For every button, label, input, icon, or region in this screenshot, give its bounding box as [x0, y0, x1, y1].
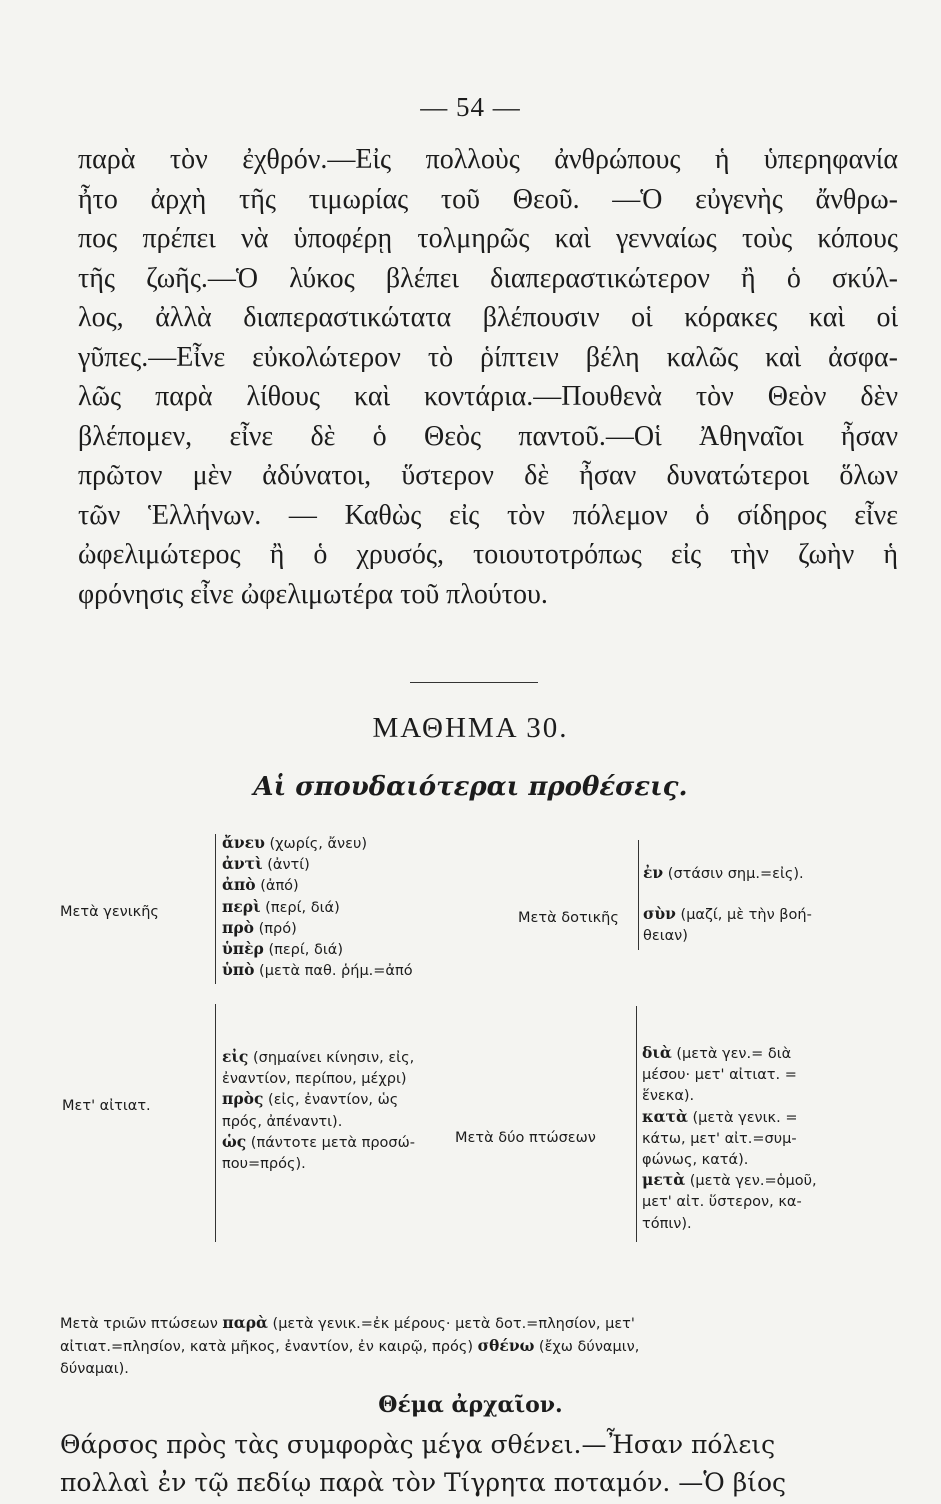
accusative-list: [222, 1046, 415, 1173]
exercise-text: [60, 1424, 902, 1466]
body-line: πρῶτον μὲν ἀδύνατοι, ὕστερον δὲ ἦσαν δυνατώτεροι ὅλων: [78, 460, 898, 491]
accusative-label: Μετ' αἰτιατ.: [62, 1098, 151, 1114]
two-cases-list: [642, 1042, 817, 1233]
preposition-row: κάτω, μετ' αἰτ.=συμ-: [642, 1130, 797, 1147]
preposition-row: διὰ (μετὰ γεν.= διὰ: [642, 1043, 792, 1062]
preposition-row: ἐν (στάσιν σημ.=εἰς).: [643, 863, 804, 882]
preposition-row: ὡς (πάντοτε μετὰ προσώ-: [222, 1131, 415, 1151]
preposition-row: σὺν (μαζί, μὲ τὴν βοή-: [643, 904, 812, 924]
exercise-line: πολλαὶ ἐν τῷ πεδίῳ παρὰ τὸν Τίγρητα ποταμόν. —Ὁ βίος: [60, 1468, 787, 1497]
preposition-row: μετὰ (μετὰ γεν.=ὁμοῦ,: [642, 1170, 817, 1190]
lesson-title: ΜΑΘΗΜΑ 30.: [372, 712, 569, 744]
preposition-row: μέσου· μετ' αἰτιατ. =: [642, 1067, 797, 1084]
preposition-row: τόπιν).: [642, 1215, 692, 1232]
preposition-row: θειαν): [643, 928, 688, 945]
accusative-bracket: [215, 1004, 216, 1242]
preposition-row: πρός, ἀπέναντι).: [222, 1113, 343, 1130]
preposition-row: ὑπὸ (μετὰ παθ. ῥήμ.=ἀπό: [222, 960, 413, 980]
two-cases-bracket: [636, 1006, 637, 1242]
note-line: δύναμαι).: [60, 1361, 129, 1377]
preposition-row: κατὰ (μετὰ γενικ. =: [642, 1106, 798, 1126]
preposition-row: ἄνευ (χωρίς, ἄνευ): [222, 833, 368, 852]
exercise-title: Θέμα ἀρχαῖον.: [378, 1392, 563, 1418]
lesson-subtitle: Αἱ σπουδαιότεραι προθέσεις.: [253, 772, 688, 802]
body-text: [78, 140, 898, 614]
genitive-list: [222, 832, 413, 980]
body-line: βλέπομεν, εἶνε δὲ ὁ Θεὸς παντοῦ.—Οἱ Ἀθηναῖοι ἦσαν: [78, 420, 898, 452]
body-line: πος πρέπει νὰ ὑποφέρῃ τολμηρῶς καὶ γενναίως τοὺς κόπους: [78, 223, 898, 254]
body-line: τῶν Ἑλλήνων. — Καθὼς εἰς τὸν πόλεμον ὁ σίδηρος εἶνε: [78, 499, 898, 531]
two-cases-label: Μετὰ δύο πτώσεων: [455, 1130, 596, 1146]
preposition-row: περὶ (περί, διά): [222, 896, 340, 916]
section-divider: [410, 682, 538, 683]
preposition-row: ἐναντίον, περίπου, μέχρι): [222, 1071, 407, 1088]
preposition-row: ἀντὶ (ἀντί): [222, 854, 310, 874]
exercise-text-overflow: [60, 1462, 902, 1504]
dative-label: Μετὰ δοτικῆς: [518, 910, 619, 926]
preposition-row: εἰς (σημαίνει κίνησιν, εἰς,: [222, 1047, 415, 1066]
preposition-row: ὑπὲρ (περί, διά): [222, 938, 343, 958]
preposition-row: φώνως, κατά).: [642, 1151, 749, 1168]
preposition-row: πρὸ (πρό): [222, 917, 297, 937]
body-line: ὠφελιμώτερος ἢ ὁ χρυσός, τοιουτοτρόπως εἰς τὴν ζωὴν ἡ: [78, 539, 898, 570]
preposition-row: ἕνεκα).: [642, 1088, 695, 1105]
preposition-row: ἀπὸ (ἀπό): [222, 875, 299, 895]
body-line: παρὰ τὸν ἐχθρόν.—Εἰς πολλοὺς ἀνθρώπους ἡ ὑπερηφανία: [78, 144, 898, 175]
three-cases-note: [60, 1312, 904, 1380]
preposition-row: που=πρός).: [222, 1155, 306, 1172]
body-line: ἦτο ἀρχὴ τῆς τιμωρίας τοῦ Θεοῦ. —Ὁ εὐγενὴς ἄνθρω-: [78, 183, 898, 215]
body-line: γῦπες.—Εἶνε εὐκολώτερον τὸ ῥίπτειν βέλη καλῶς καὶ ἀσφα-: [78, 341, 898, 373]
preposition-row: πρὸς (εἰς, ἐναντίον, ὡς: [222, 1089, 399, 1109]
genitive-bracket: [215, 834, 216, 984]
exercise-line: Θάρσος πρὸς τὰς συμφορὰς μέγα σθένει.—Ἦσαν πόλεις: [60, 1430, 776, 1459]
genitive-label: Μετὰ γενικῆς: [60, 904, 159, 920]
note-line: Μετὰ τριῶν πτώσεων παρὰ (μετὰ γενικ.=ἐκ μέρους· μετὰ δοτ.=πλησίον, μετ': [60, 1313, 635, 1332]
dative-bracket: [638, 840, 639, 950]
page-number: — 54 —: [420, 92, 521, 122]
body-line: λῶς παρὰ λίθους καὶ κοντάρια.—Πουθενὰ τὸν Θεὸν δὲν: [78, 381, 898, 412]
body-line: φρόνησις εἶνε ὠφελιμωτέρα τοῦ πλούτου.: [78, 578, 548, 610]
body-line: λος, ἀλλὰ διαπεραστικώτατα βλέπουσιν οἱ κόρακες καὶ οἱ: [78, 302, 898, 333]
note-line: αἰτιατ.=πλησίον, κατὰ μῆκος, ἐναντίον, ἐν καιρῷ, πρός) σθένω (ἔχω δύναμιν,: [60, 1336, 640, 1355]
dative-list: [643, 862, 812, 946]
preposition-row: μετ' αἰτ. ὕστερον, κα-: [642, 1194, 802, 1211]
body-line: τῆς ζωῆς.—Ὁ λύκος βλέπει διαπεραστικώτερον ἢ ὁ σκύλ-: [78, 262, 898, 294]
